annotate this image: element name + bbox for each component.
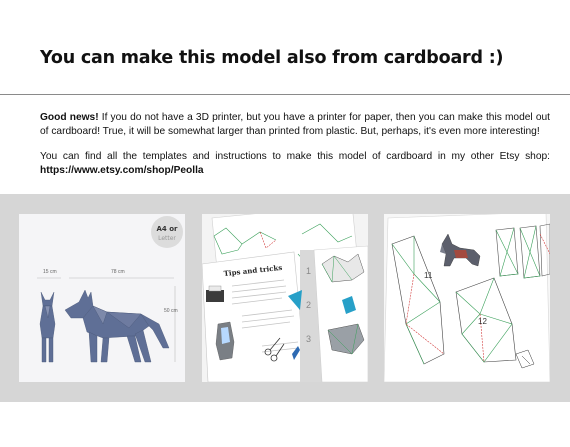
shop-text: You can find all the templates and instructions to make this model of cardboard in my other Etsy shop: — [40, 151, 550, 162]
step-number-1: 1 — [306, 266, 312, 276]
gallery-image-instructions[interactable] — [202, 214, 368, 382]
step-number-3: 3 — [306, 334, 312, 344]
instructions-illustration — [202, 214, 368, 382]
badge-line2: Letter — [158, 235, 176, 242]
intro-text: If you do not have a 3D printer, but you have a printer for paper, then you can make this model out of cardboard! True, it will be somewhat larger than printed from plastic. But, perhaps, it's even more interesting! — [40, 112, 550, 137]
intro-paragraph — [40, 111, 550, 139]
gallery-image-dog-model[interactable] — [19, 214, 185, 382]
tips-title: Tips and tricks — [223, 262, 283, 278]
intro-lead: Good news! — [40, 112, 99, 123]
step-number-2: 2 — [306, 300, 312, 310]
dog-front-view — [40, 292, 55, 362]
divider — [0, 94, 570, 95]
dimension-width: 15 cm — [43, 269, 57, 275]
templates-illustration — [384, 214, 550, 382]
printer-icon — [206, 290, 224, 302]
dog-side-view — [65, 290, 169, 362]
piece-label-12: 12 — [478, 317, 487, 326]
shop-paragraph — [40, 150, 550, 178]
instruction-page-right — [314, 246, 368, 382]
dimension-length: 78 cm — [111, 269, 125, 275]
badge-line1: A4 or — [156, 225, 178, 233]
printer-paper — [209, 286, 221, 291]
gallery-image-templates[interactable] — [384, 214, 550, 382]
piece-label-11: 11 — [424, 271, 433, 280]
page-title: You can make this model also from cardboard :) — [40, 48, 504, 68]
dog-model-illustration — [19, 214, 185, 382]
instruction-page-front — [202, 252, 306, 382]
dimension-height: 50 cm — [164, 308, 178, 314]
shop-link[interactable]: https://www.etsy.com/shop/Peolla — [40, 165, 204, 176]
